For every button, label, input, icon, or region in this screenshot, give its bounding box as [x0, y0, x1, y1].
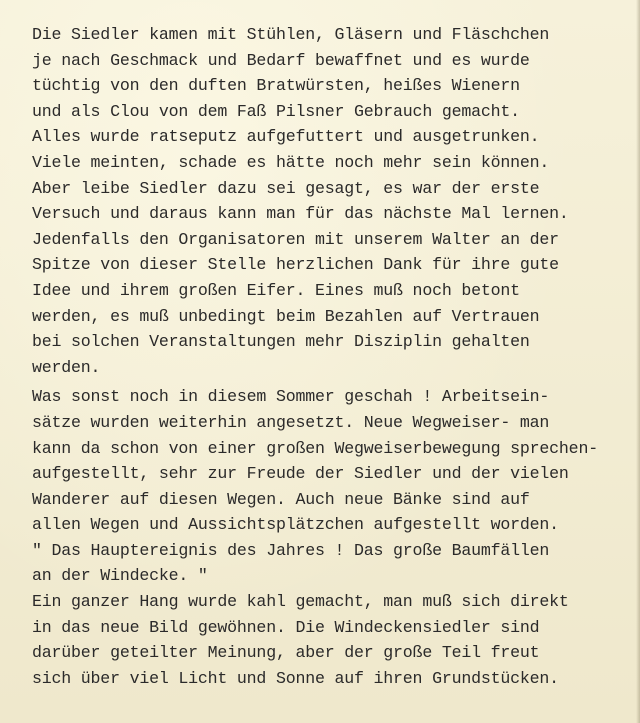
- text-line: Viele meinten, schade es hätte noch mehr sein können.: [32, 152, 550, 172]
- typewritten-text: [32, 22, 632, 691]
- text-line: Ein ganzer Hang wurde kahl gemacht, man muß sich direkt: [32, 592, 569, 612]
- paragraph-1: [32, 22, 632, 380]
- text-line: Jedenfalls den Organisatoren mit unserem Walter an der: [32, 229, 559, 249]
- page-edge-shadow: [636, 0, 640, 723]
- text-line: sätze wurden weiterhin angesetzt. Neue Wegweiser- man: [32, 412, 550, 432]
- text-line: Was sonst noch in diesem Sommer geschah ! Arbeitsein-: [32, 387, 550, 407]
- text-line: werden.: [32, 357, 101, 377]
- text-line: je nach Geschmack und Bedarf bewaffnet und es wurde: [32, 50, 530, 70]
- text-line: Die Siedler kamen mit Stühlen, Gläsern und Fläschchen: [32, 25, 550, 44]
- text-line: sich über viel Licht und Sonne auf ihren Grundstücken.: [32, 668, 559, 688]
- text-line: Aber leibe Siedler dazu sei gesagt, es war der erste: [32, 178, 540, 198]
- text-line: Alles wurde ratseputz aufgefuttert und ausgetrunken.: [32, 127, 540, 147]
- text-line: bei solchen Veranstaltungen mehr Disziplin gehalten: [32, 332, 530, 352]
- text-line: darüber geteilter Meinung, aber der große Teil freut: [32, 643, 540, 663]
- text-line: Versuch und daraus kann man für das nächste Mal lernen.: [32, 204, 569, 224]
- paragraph-3: [32, 589, 632, 691]
- text-line: in das neue Bild gewöhnen. Die Windeckensiedler sind: [32, 617, 540, 637]
- text-line: Idee und ihrem großen Eifer. Eines muß noch betont: [32, 280, 520, 300]
- text-line: tüchtig von den duften Bratwürsten, heißes Wienern: [32, 76, 520, 96]
- text-line: Spitze von dieser Stelle herzlichen Dank für ihre gute: [32, 255, 559, 275]
- text-line: aufgestellt, sehr zur Freude der Siedler und der vielen: [32, 464, 569, 484]
- paragraph-2: [32, 384, 632, 589]
- text-line: allen Wegen und Aussichtsplätzchen aufgestellt worden.: [32, 515, 559, 535]
- text-line: Wanderer auf diesen Wegen. Auch neue Bänke sind auf: [32, 489, 530, 509]
- text-line: und als Clou von dem Faß Pilsner Gebrauch gemacht.: [32, 101, 520, 121]
- text-line: kann da schon von einer großen Wegweiserbewegung sprechen-: [32, 438, 598, 458]
- text-line: " Das Hauptereignis des Jahres ! Das große Baumfällen: [32, 540, 550, 560]
- text-line: werden, es muß unbedingt beim Bezahlen auf Vertrauen: [32, 306, 540, 326]
- text-line: an der Windecke. ": [32, 566, 208, 586]
